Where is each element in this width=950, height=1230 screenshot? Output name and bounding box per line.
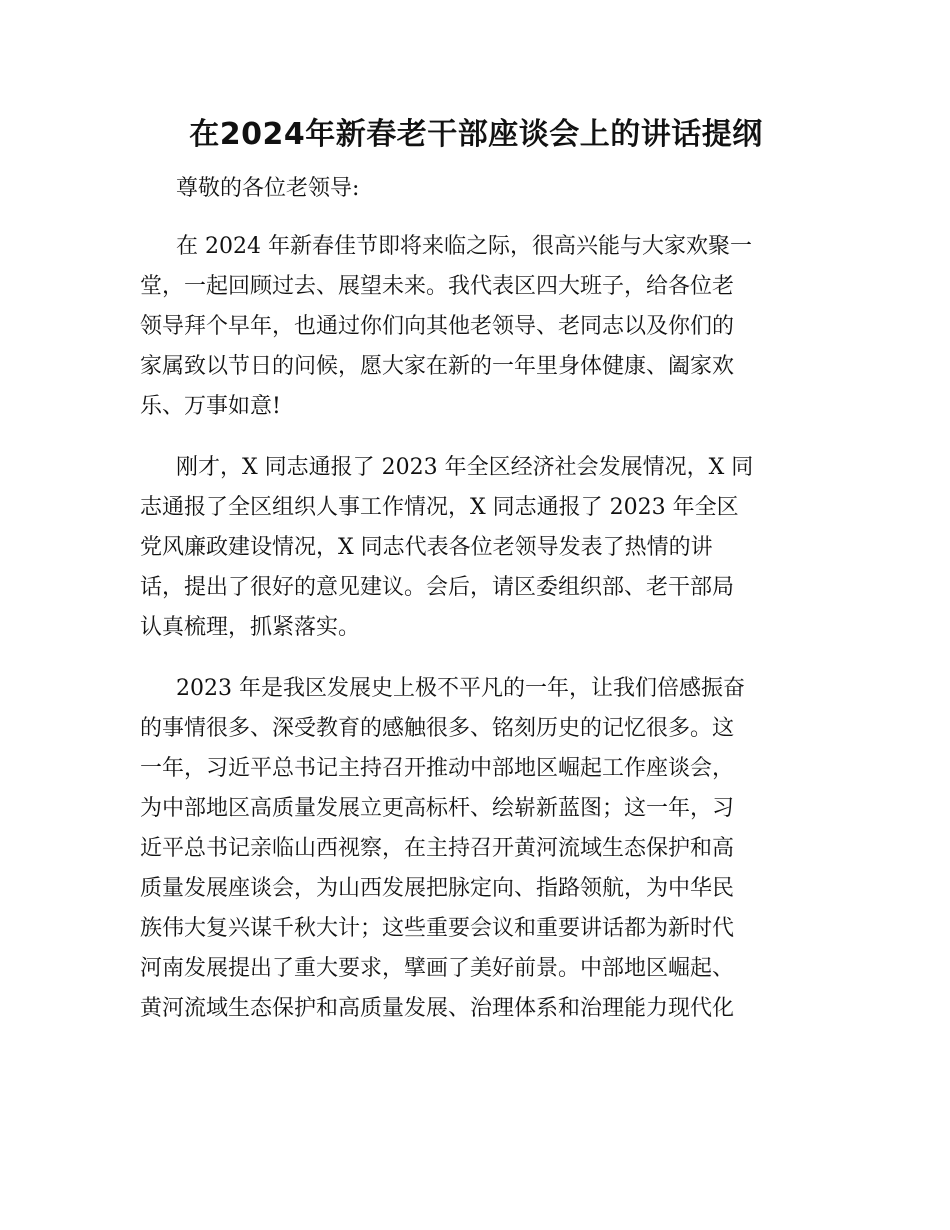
text-line: 家属致以节日的问候，愿大家在新的一年里身体健康、阖家欢 <box>140 354 735 379</box>
body-paragraph <box>140 448 812 648</box>
text-line: 堂，一起回顾过去、展望未来。我代表区四大班子，给各位老 <box>140 274 735 299</box>
text-line: 河南发展提出了重大要求，擘画了美好前景。中部地区崛起、 <box>140 956 735 981</box>
text-line: 在 2024 年新春佳节即将来临之际，很高兴能与大家欢聚一 <box>176 234 752 259</box>
text-line: 党风廉政建设情况，X 同志代表各位老领导发表了热情的讲 <box>140 535 713 560</box>
text-line: 领导拜个早年，也通过你们向其他老领导、老同志以及你们的 <box>140 314 735 339</box>
document-title: 在2024年新春老干部座谈会上的讲话提纲 <box>189 117 763 152</box>
text-line: 黄河流域生态保护和高质量发展、治理体系和治理能力现代化 <box>140 996 735 1021</box>
document-page <box>140 0 812 1029</box>
body-paragraphs <box>140 227 812 1029</box>
text-line: 2023 年是我区发展史上极不平凡的一年，让我们倍感振奋 <box>176 676 745 701</box>
text-line: 刚才，X 同志通报了 2023 年全区经济社会发展情况，X 同 <box>176 455 754 480</box>
text-line: 话，提出了很好的意见建议。会后，请区委组织部、老干部局 <box>140 575 735 600</box>
text-line: 质量发展座谈会，为山西发展把脉定向、指路领航，为中华民 <box>140 876 735 901</box>
text-line: 的事情很多、深受教育的感触很多、铭刻历史的记忆很多。这 <box>140 716 735 741</box>
text-line: 认真梳理，抓紧落实。 <box>140 615 361 640</box>
text-line: 族伟大复兴谋千秋大计；这些重要会议和重要讲话都为新时代 <box>140 916 735 941</box>
text-line: 志通报了全区组织人事工作情况，X 同志通报了 2023 年全区 <box>140 495 739 520</box>
body-paragraph <box>140 227 812 427</box>
text-line: 近平总书记亲临山西视察，在主持召开黄河流域生态保护和高 <box>140 836 735 861</box>
body-paragraph <box>140 669 812 1029</box>
salutation: 尊敬的各位老领导: <box>176 176 360 201</box>
text-line: 一年，习近平总书记主持召开推动中部地区崛起工作座谈会， <box>140 756 735 781</box>
text-line: 为中部地区高质量发展立更高标杆、绘崭新蓝图；这一年，习 <box>140 796 735 821</box>
text-line: 乐、万事如意! <box>140 394 281 419</box>
